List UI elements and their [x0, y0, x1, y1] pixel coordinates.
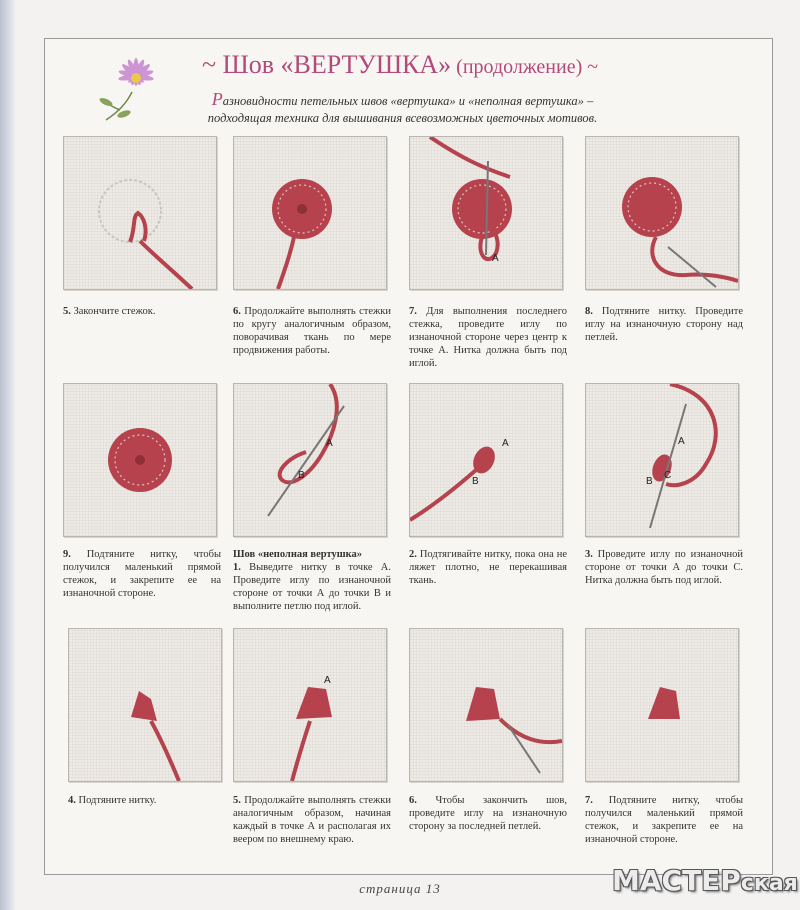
svg-text:A: A: [678, 436, 685, 447]
step-photo-9: [63, 383, 217, 537]
step-caption: 7. Для выполнения последнего стежка, проведите иглу по изнаночной стороне через центр к точке А. Нитка должна быть под иглой.: [409, 306, 567, 369]
watermark-logo: МАСТЕРская: [612, 864, 798, 897]
half-wheel-photo-1: [233, 383, 387, 537]
step-photo-7: [409, 136, 563, 290]
svg-text:A: A: [492, 253, 499, 264]
svg-text:A: A: [502, 438, 509, 449]
step-caption: 6. Чтобы закончить шов, проведите иглу на изнаночную сторону за последней петлей.: [409, 795, 567, 832]
page-title: ~ Шов «ВЕРТУШКА» (продолжение) ~: [201, 50, 599, 79]
step-photo-8: [585, 136, 739, 290]
step-caption: 2. Подтягивайте нитку, пока она не ляжет плотно, не перекашивая ткань.: [409, 549, 567, 586]
step-caption: 3. Проведите иглу по изнаночной стороне от точки А до точки С. Нитка должна быть под иглой.: [585, 549, 743, 586]
half-wheel-photo-5: [233, 628, 387, 782]
svg-text:C: C: [664, 470, 672, 481]
step-caption: 5. Продолжайте выполнять стежки аналогичным образом, начиная каждый в точке А и располагая их веером по внешнему краю.: [233, 795, 391, 845]
step-caption: 9. Подтяните нитку, чтобы получился маленький прямой стежок, и закрепите ее на изнаночной стороне.: [63, 549, 221, 599]
page-subtitle: Разновидности петельных швов «вертушка» и «неполная вертушка» – подходящая техника для вышивания всевозможных цветочных мотивов.: [207, 89, 598, 125]
svg-text:B: B: [298, 470, 305, 481]
page-number: страница 13: [359, 881, 441, 896]
step-photo-6: [233, 136, 387, 290]
book-spine: [0, 0, 16, 910]
step-caption: 5. Закончите стежок.: [63, 306, 156, 317]
step-caption: 8. Подтяните нитку. Проведите иглу на изнаночную сторону над петлей.: [585, 306, 743, 343]
half-wheel-photo-6: [409, 628, 563, 782]
step-caption: 4. Подтяните нитку.: [68, 795, 157, 806]
step-caption: 7. Подтяните нитку, чтобы получился маленький прямой стежок, и закрепите ее на изнаночной стороне.: [585, 795, 743, 845]
half-wheel-photo-3: [585, 383, 739, 537]
step-photo-5: [63, 136, 217, 290]
step-caption: Шов «неполная вертушка» 1. Выведите нитку в точке А. Проведите иглу по изнаночной стороне от точки А до точки В и выполните петлю под иглой.: [233, 549, 391, 612]
flower-illustration: [96, 54, 176, 126]
step-caption: 6. Продолжайте выполнять стежки по кругу аналогичным образом, поворачивая ткань по мере продвижения работы.: [233, 306, 391, 356]
svg-text:A: A: [326, 438, 333, 449]
half-wheel-photo-2: [409, 383, 563, 537]
svg-text:A: A: [324, 675, 331, 686]
half-wheel-photo-4: [68, 628, 222, 782]
svg-text:B: B: [646, 476, 653, 487]
svg-text:B: B: [472, 476, 479, 487]
half-wheel-photo-7: [585, 628, 739, 782]
